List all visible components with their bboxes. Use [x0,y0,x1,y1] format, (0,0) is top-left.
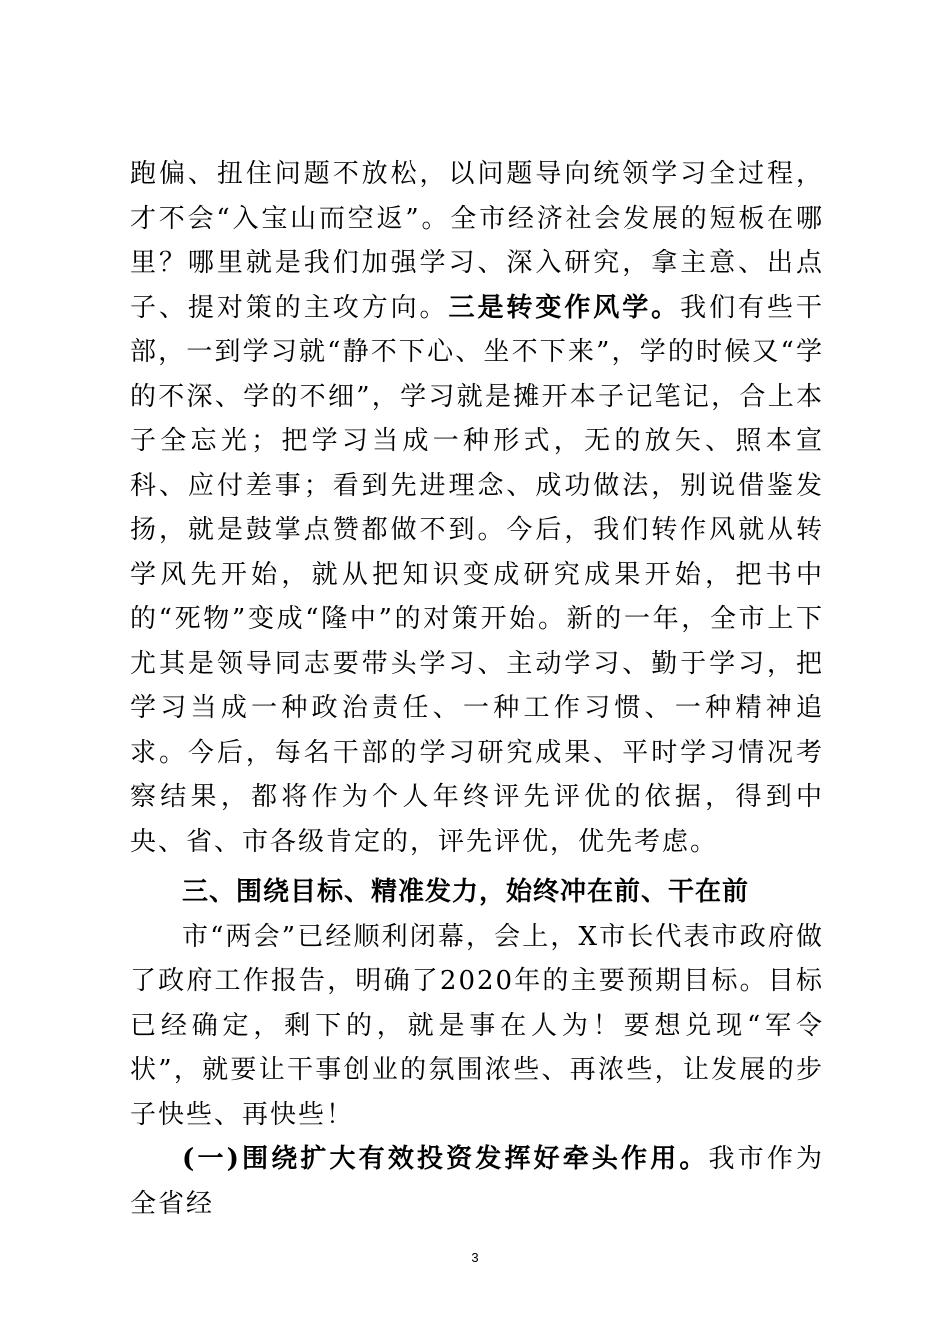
paragraph-text: 我们有些干部，一到学习就“静不下心、坐不下来”，学的时候又“学的不深、学的不细”，学习就是摊开本子记笔记，合上本子全忘光；把学习当成一种形式，无的放矢、照本宣科、应付差事；看到先进理念、成功做法，别说借鉴发扬，就是鼓掌点赞都做不到。今后，我们转作风就从转学风先开始，就从把知识变成研究成果开始，把书中的“死物”变成“隆中”的对策开始。新的一年，全市上下尤其是领导同志要带头学习、主动学习、勤于学习，把学习当成一种政治责任、一种工作习惯、一种精神追求。今后，每名干部的学习研究成果、平时学习情况考察结果，都将作为个人年终评先评优的依据，得到中央、省、市各级肯定的，评先评优，优先考虑。 [130,292,824,857]
page-number: 3 [471,1250,479,1265]
paragraph-investment [130,1137,824,1226]
paragraph-text: 跑偏、扭住问题不放松，以问题导向统领学习全过程，才不会“入宝山而空返”。全市经济社会发展的短板在哪里？哪里就是我们加强学习、深入研究，拿主意、出点子、提对策的主攻方向。 [130,159,824,323]
paragraph-two-sessions: 市“两会”已经顺利闭幕，会上，X市长代表市政府做了政府工作报告，明确了2020年的主要预期目标。目标已经确定，剩下的，就是事在人为！要想兑现“军令状”，就要让干事创业的氛围浓些、再浓些，让发展的步子快些、再快些！ [130,921,824,1130]
bold-subheading: 三是转变作风学。 [448,292,681,323]
paragraph-text: 我市作为全省经 [130,1144,824,1219]
document-body [130,152,824,1226]
bold-subheading: (一)围绕扩大有效投资发挥好牵头作用。 [182,1144,709,1174]
section-heading: 三、围绕目标、精准发力，始终冲在前、干在前 [182,877,750,907]
paragraph-study-style [130,152,824,864]
